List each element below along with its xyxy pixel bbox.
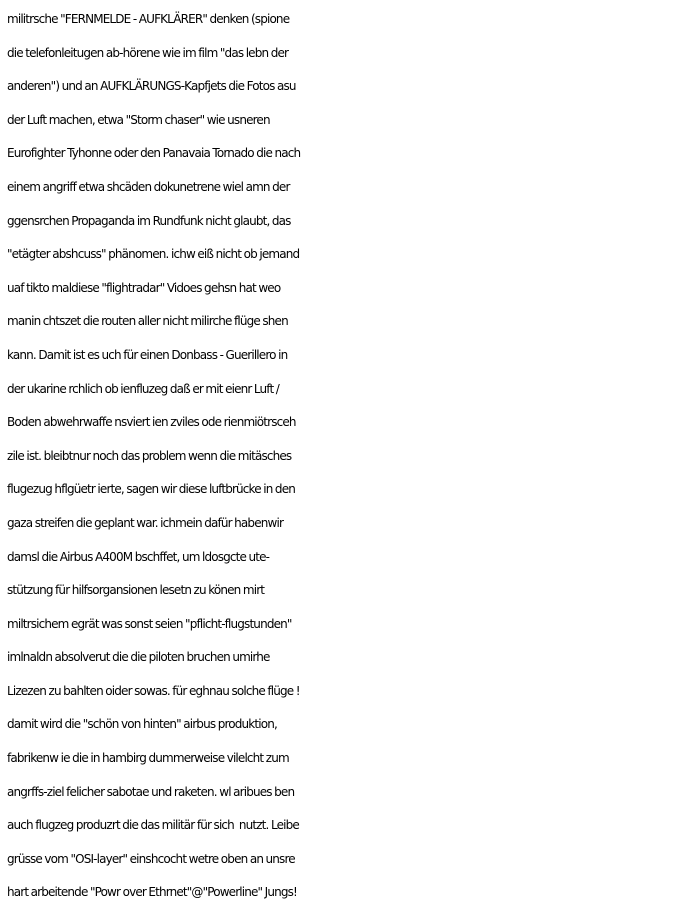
text-line: Eurofighter Tyhonne oder den Panavaia Tornado die nach	[7, 146, 301, 161]
text-line: damit wird die "schön von hinten" airbus produktion,	[7, 717, 277, 732]
text-line: flugezug hflgüetr ierte, sagen wir diese luftbrücke in den	[7, 482, 295, 497]
text-line: ggensrchen Propaganda im Rundfunk nicht glaubt, das	[7, 213, 291, 228]
text-line: uaf tikto maldiese "flightradar" Vidoes gehsn hat weo	[7, 280, 281, 295]
text-line: kann. Damit ist es uch für einen Donbass - Guerillero in	[7, 347, 288, 362]
text-line: Lizezen zu bahlten oider sowas. für eghnau solche flüge !	[7, 683, 300, 698]
text-line: miltrsichem egrät was sonst seien "pflicht-flugstunden"	[7, 616, 292, 631]
text-line: militrsche "FERNMELDE - AUFKLÄRER" denken (spione	[7, 12, 290, 26]
text-line: grüsse vom "OSI-layer" einshcocht wetre oben an unsre	[7, 851, 295, 866]
text-line: "etägter abshcuss" phänomen. ichw eiß nicht ob jemand	[7, 247, 300, 262]
text-line: auch flugzeg produzrt die das militär für sich nutzt. Leibe	[7, 818, 299, 833]
text-line: manin chtszet die routen aller nicht milirche flüge shen	[7, 314, 288, 329]
text-line: zile ist. bleibtnur noch das problem wenn die mitäsches	[7, 448, 292, 463]
text-line: hart arbeitende "Powr over Ethrnet"@"Powerline" Jungs!	[7, 885, 297, 900]
text-line: der Luft machen, etwa "Storm chaser" wie usneren	[7, 112, 270, 127]
text-line: gaza streifen die geplant war. ichmein dafür habenwir	[7, 515, 284, 530]
text-line: stützung für hilfsorgansionen lesetn zu könen mirt	[7, 583, 265, 598]
text-line: damsl die Airbus A400M bschffet, um ldosgcte ute-	[7, 549, 270, 564]
text-line: Boden abwehrwaffe nsviert ien zviles ode rienmiötrsceh	[7, 415, 296, 430]
text-line: die telefonleitugen ab-hörene wie im film "das lebn der	[7, 45, 289, 60]
text-line: angrffs-ziel felicher sabotae und raketen. wl aribues ben	[7, 784, 295, 799]
text-line: der ukarine rchlich ob ienfluzeg daß er mit eienr Luft /	[7, 381, 279, 396]
text-line: imlnaldn absolverut die die piloten bruchen umirhe	[7, 650, 270, 665]
text-line: fabrikenw ie die in hambirg dummerweise vilelcht zum	[7, 751, 289, 766]
text-line: einem angriff etwa shcäden dokunetrene wiel amn der	[7, 179, 290, 194]
text-line: anderen") und an AUFKLÄRUNGS-Kapfjets die Fotos asu	[7, 79, 296, 94]
